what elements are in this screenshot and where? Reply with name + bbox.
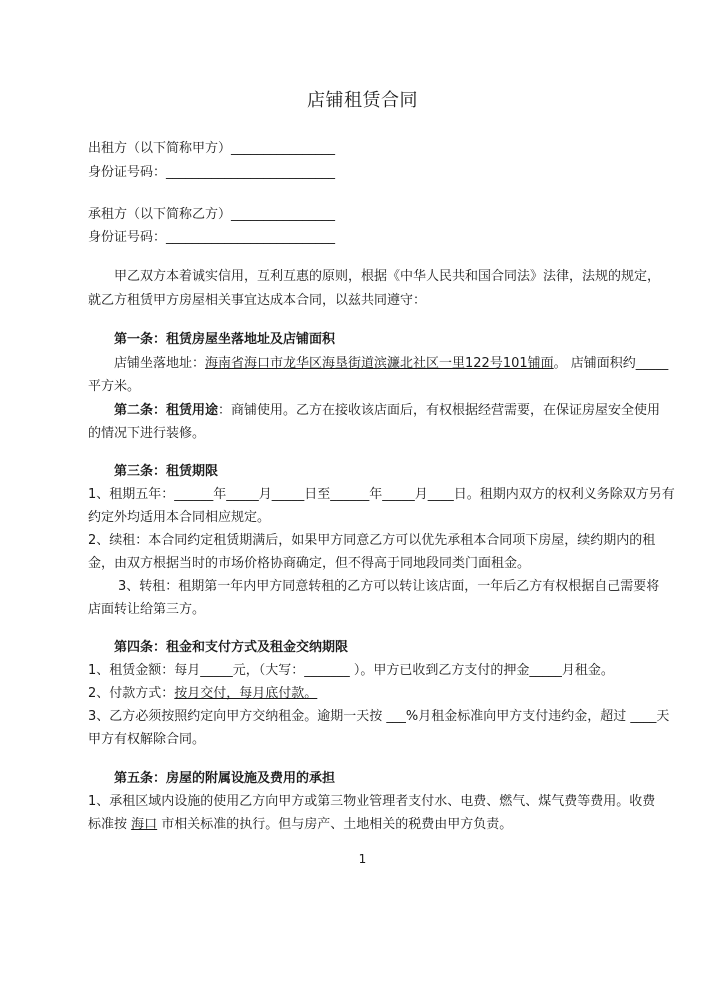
article-4-item-1: 1、租赁金额：每月_____元，（大写：_______ ）。甲方已收到乙方支付的押金_____月租金。 [88, 663, 614, 678]
article-3-item-3a: 3、转租：租期第一年内甲方同意转租的乙方可以转让该店面，一年后乙方有权根据自己需要将 [118, 579, 660, 594]
address-value: 海南省海口市龙华区海垦街道滨濂北社区一里122号101铺面 [205, 356, 554, 371]
page-number: 1 [358, 852, 367, 866]
lessee-id-line: 身份证号码：__________________________ [88, 230, 336, 245]
article-1-address-line [114, 355, 669, 372]
area-label: 。 店铺面积约_____ [553, 356, 669, 371]
lessor-line: 出租方（以下简称甲方）________________ [88, 141, 336, 156]
document-title: 店铺租赁合同 [307, 90, 418, 111]
article-1-line-2: 平方米。 [88, 379, 141, 394]
lessee-line: 承租方（以下简称乙方）________________ [88, 207, 336, 222]
address-label: 店铺坐落地址： [114, 356, 206, 371]
article-3-heading: 第三条：租赁期限 [114, 464, 219, 479]
article-1-heading: 第一条：租赁房屋坐落地址及店铺面积 [114, 332, 336, 347]
fee-standard-label: 标准按 [88, 817, 132, 832]
payment-method-label: 2、付款方式： [88, 686, 175, 701]
article-5-item-1a: 1、承租区域内设施的使用乙方向甲方或第三物业管理者支付水、电费、燃气、煤气费等费用。收费 [88, 794, 656, 809]
article-5-item-1b [88, 816, 659, 833]
article-4-item-3a: 3、乙方必须按照约定向甲方交纳租金。逾期一天按 ___%月租金标准向甲方支付违约金，超过 ____天 [88, 709, 670, 724]
article-3-item-1b: 约定外均适用本合同相应规定。 [88, 510, 271, 525]
fee-standard-text: 市相关标准的执行。但与房产、土地相关的税费由甲方负责。 [157, 817, 513, 832]
article-2-text: ：商铺使用。乙方在接收该店面后，有权根据经营需要，在保证房屋安全使用 [218, 403, 661, 418]
intro-line-2: 就乙方租赁甲方房屋相关事宜达成本合同，以兹共同遵守： [88, 293, 427, 308]
intro-line-1: 甲乙双方本着诚实信用，互利互惠的原则，根据《中华人民共和国合同法》法律，法规的规定， [114, 269, 661, 284]
article-3-item-1a: 1、租期五年：______年_____月_____日至______年_____月____日。租期内双方的权利义务除双方另有 [88, 487, 675, 502]
article-2-heading: 第二条：租赁用途 [114, 403, 219, 418]
article-2-line-2: 的情况下进行装修。 [88, 426, 206, 441]
fee-standard-city: 海口 [131, 817, 158, 832]
article-3-item-2b: 金，由双方根据当时的市场价格协商确定，但不得高于同地段同类门面租金。 [88, 556, 531, 571]
article-3-item-2a: 2、续租：本合同约定租赁期满后，如果甲方同意乙方可以优先承租本合同项下房屋，续约期内的租 [88, 533, 656, 548]
article-4-heading: 第四条：租金和支付方式及租金交纳期限 [114, 640, 349, 655]
article-4-item-2 [88, 685, 659, 702]
payment-method-value: 按月交付，每月底付款。 [174, 686, 318, 701]
article-2-line [114, 402, 659, 419]
article-4-item-3b: 甲方有权解除合同。 [88, 732, 206, 747]
lessor-id-line: 身份证号码：__________________________ [88, 165, 336, 180]
article-5-heading: 第五条：房屋的附属设施及费用的承担 [114, 771, 336, 786]
article-3-item-3b: 店面转让给第三方。 [88, 602, 206, 617]
